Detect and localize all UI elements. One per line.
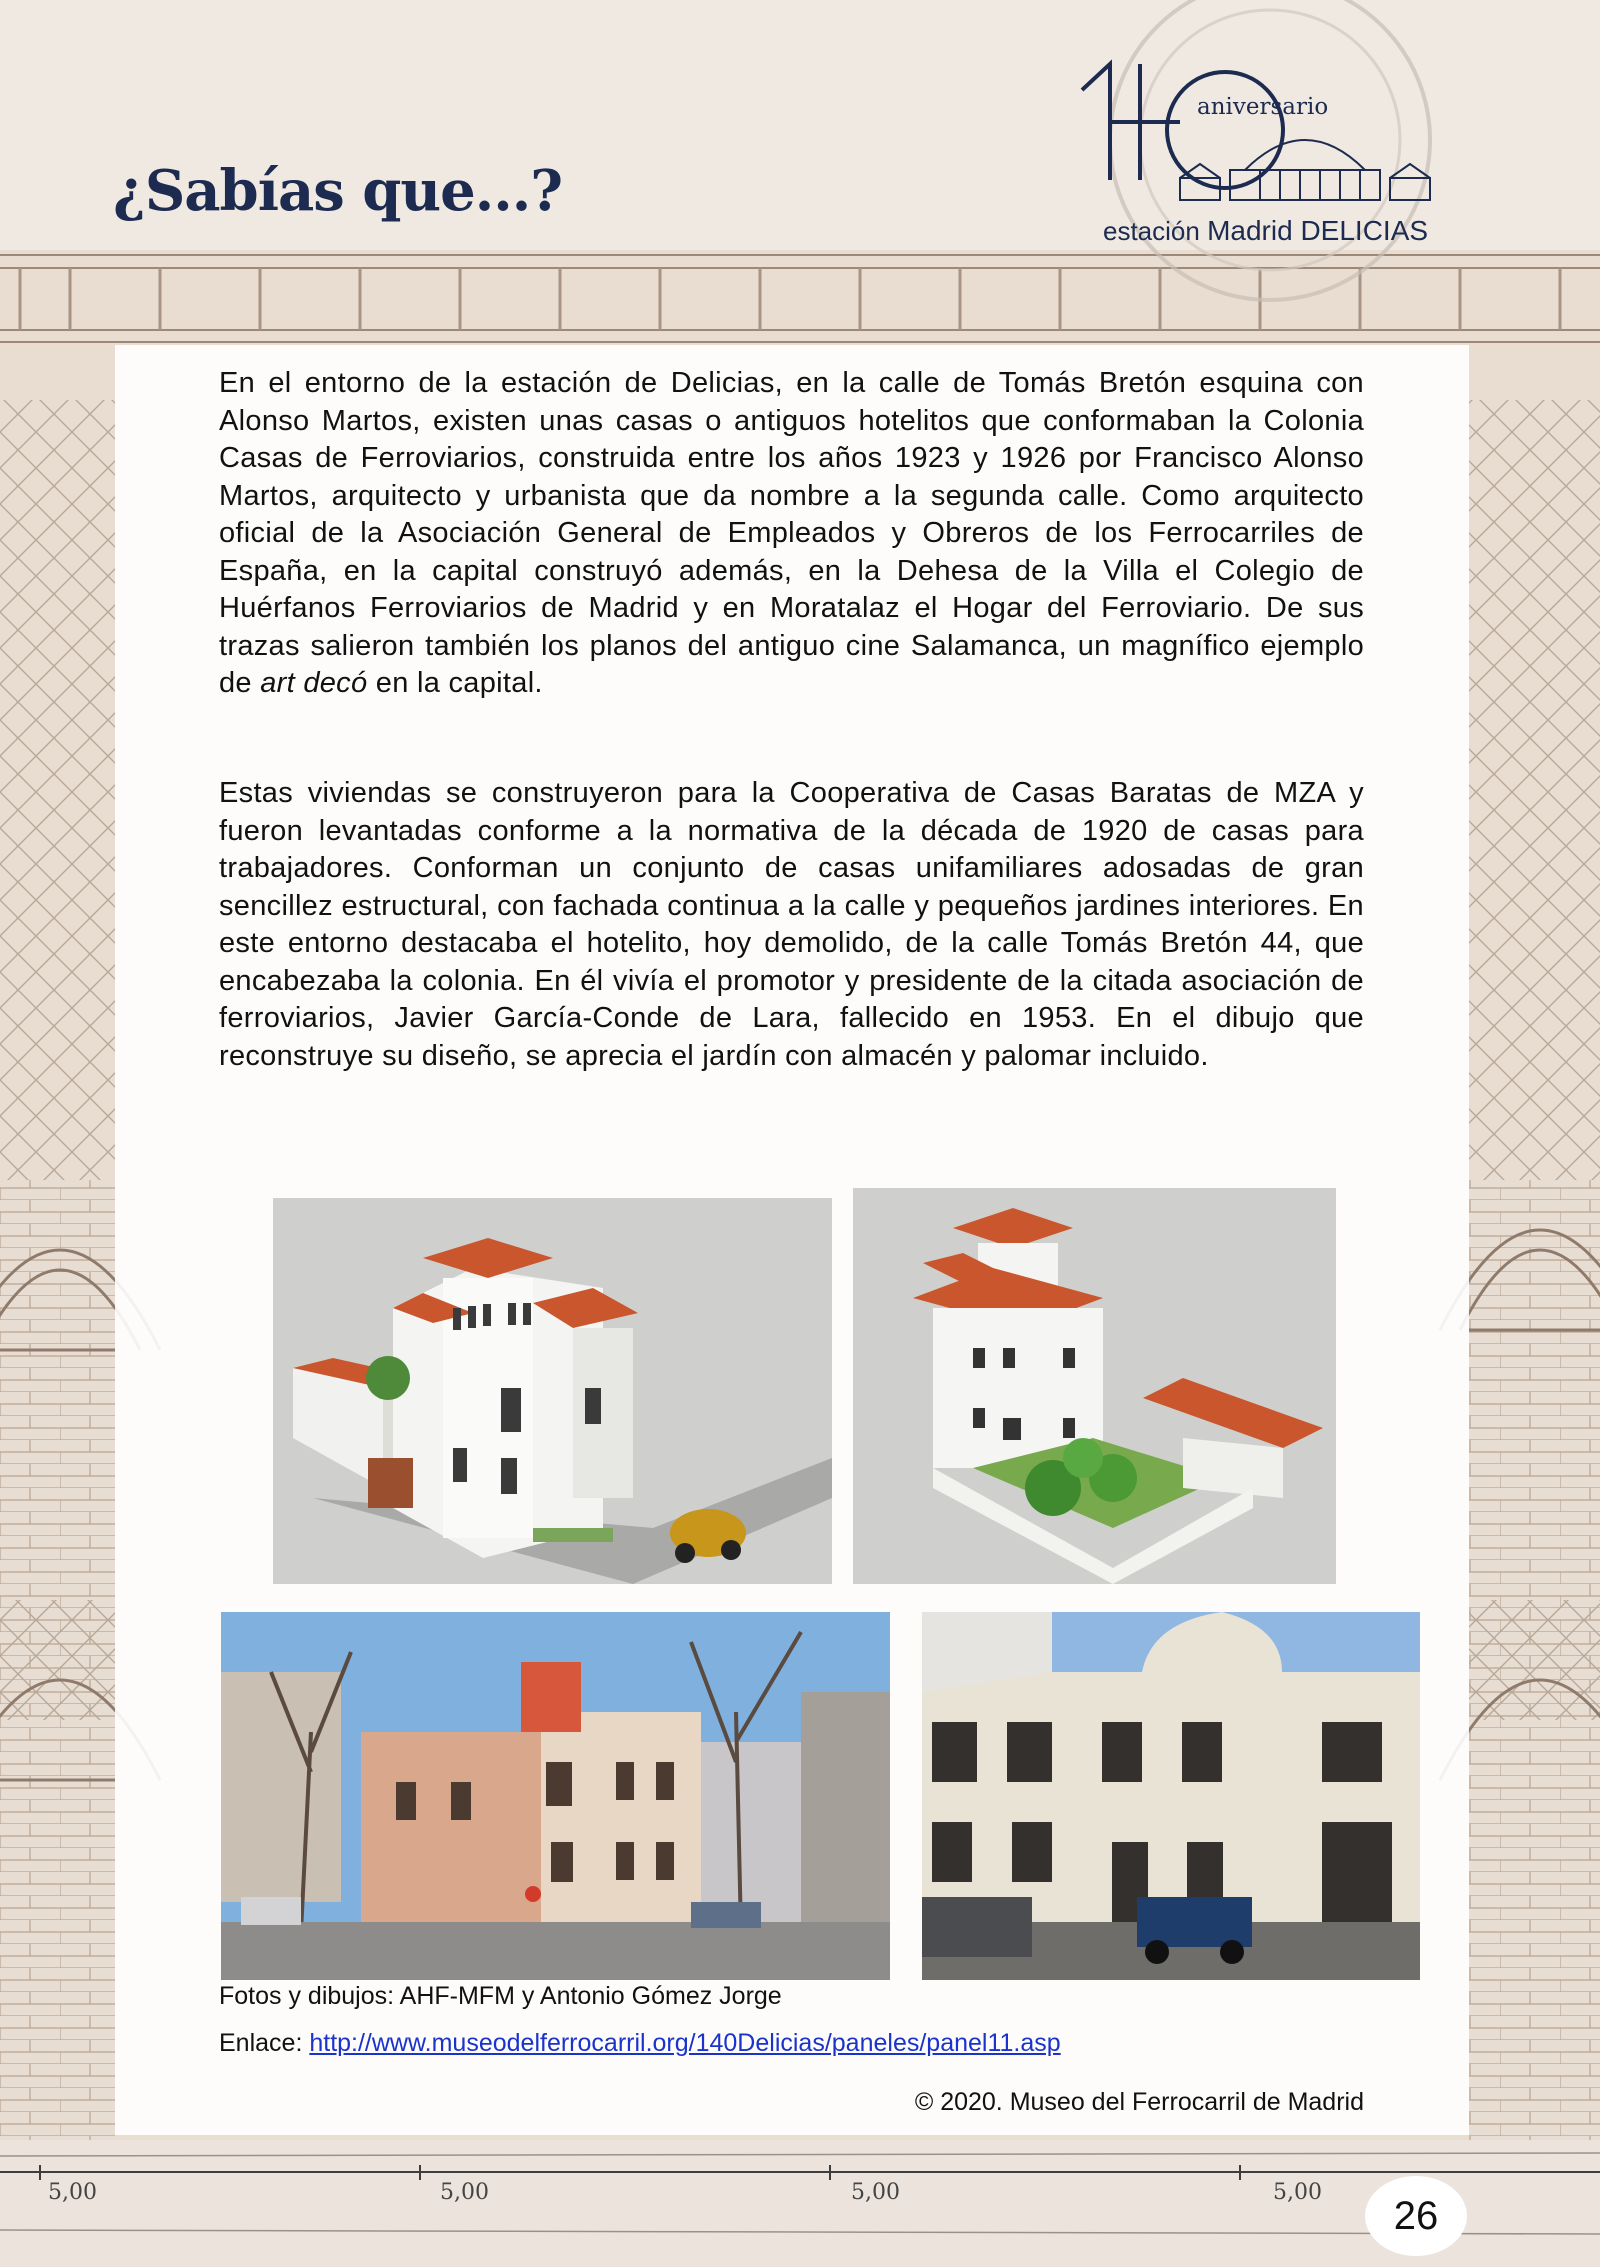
page-number: 26 <box>1393 2193 1439 2238</box>
street-photo-corner <box>221 1612 890 1980</box>
house-3d-render-front <box>273 1198 832 1584</box>
logo-station-name <box>1103 215 1428 247</box>
italic-term: art decó <box>260 667 368 699</box>
page-number-badge <box>1365 2176 1467 2256</box>
page-title: ¿Sabías que...? <box>113 158 563 224</box>
ruler-label: 5,00 <box>440 2180 489 2205</box>
article-paragraph <box>219 365 1364 703</box>
link-line <box>219 2029 1061 2058</box>
copyright: © 2020. Museo del Ferrocarril de Madrid <box>914 2088 1364 2116</box>
paragraph-tail: en la capital. <box>367 667 543 699</box>
ruler-label: 5,00 <box>1273 2180 1322 2205</box>
house-3d-render-rear <box>853 1188 1336 1584</box>
photo-credits: Fotos y dibujos: AHF-MFM y Antonio Gómez Jorge <box>219 1982 782 2010</box>
link-label: Enlace: <box>219 2029 310 2057</box>
paragraph-text: En el entorno de la estación de Delicias, en la calle de Tomás Bretón esquina con Alonso Martos, existen unas casas o antiguos hotelitos que conformaban la Colonia Casas de Ferroviarios, construida entre los años 1923 y 1926 por Francisco Alonso Martos, arquitecto y urbanista que da nombre a la segunda calle. Como arquitecto oficial de la Asociación General de Empleados y Obreros de los Ferrocarriles de España, en la capital construyó además, en la Dehesa de la Villa el Colegio de Huérfanos Ferroviarios de Madrid y en Moratalaz el Hogar del Ferroviario. De sus trazas salieron también los planos del antiguo cine Salamanca, un magnífico ejemplo de <box>219 367 1364 699</box>
panel-link[interactable]: http://www.museodelferrocarril.org/140Delicias/paneles/panel11.asp <box>309 2029 1061 2057</box>
ruler-label: 5,00 <box>851 2180 900 2205</box>
article-paragraph: Estas viviendas se construyeron para la Cooperativa de Casas Baratas de MZA y fueron levantadas conforme a la normativa de la década de 1920 de casas para trabajadores. Conforman un conjunto de casas unifamiliares adosadas de gran sencillez estructural, con fachada continua a la calle y pequeños jardines interiores. En este entorno destacaba el hotelito, hoy demolido, de la calle Tomás Bretón 44, que encabezaba la colonia. En él vivía el promotor y presidente de la citada asociación de ferroviarios, Javier García-Conde de Lara, fallecido en 1953. En el dibujo que reconstruye su diseño, se aprecia el jardín con almacén y palomar incluido. <box>219 777 1364 1072</box>
anniversary-logo <box>1070 50 1490 260</box>
street-photo-facade <box>922 1612 1420 1980</box>
logo-station: Madrid DELICIAS <box>1207 215 1429 246</box>
ruler-label: 5,00 <box>48 2180 97 2205</box>
logo-anniversary-word: aniversario <box>1197 94 1329 120</box>
logo-prefix: estación <box>1103 216 1200 246</box>
